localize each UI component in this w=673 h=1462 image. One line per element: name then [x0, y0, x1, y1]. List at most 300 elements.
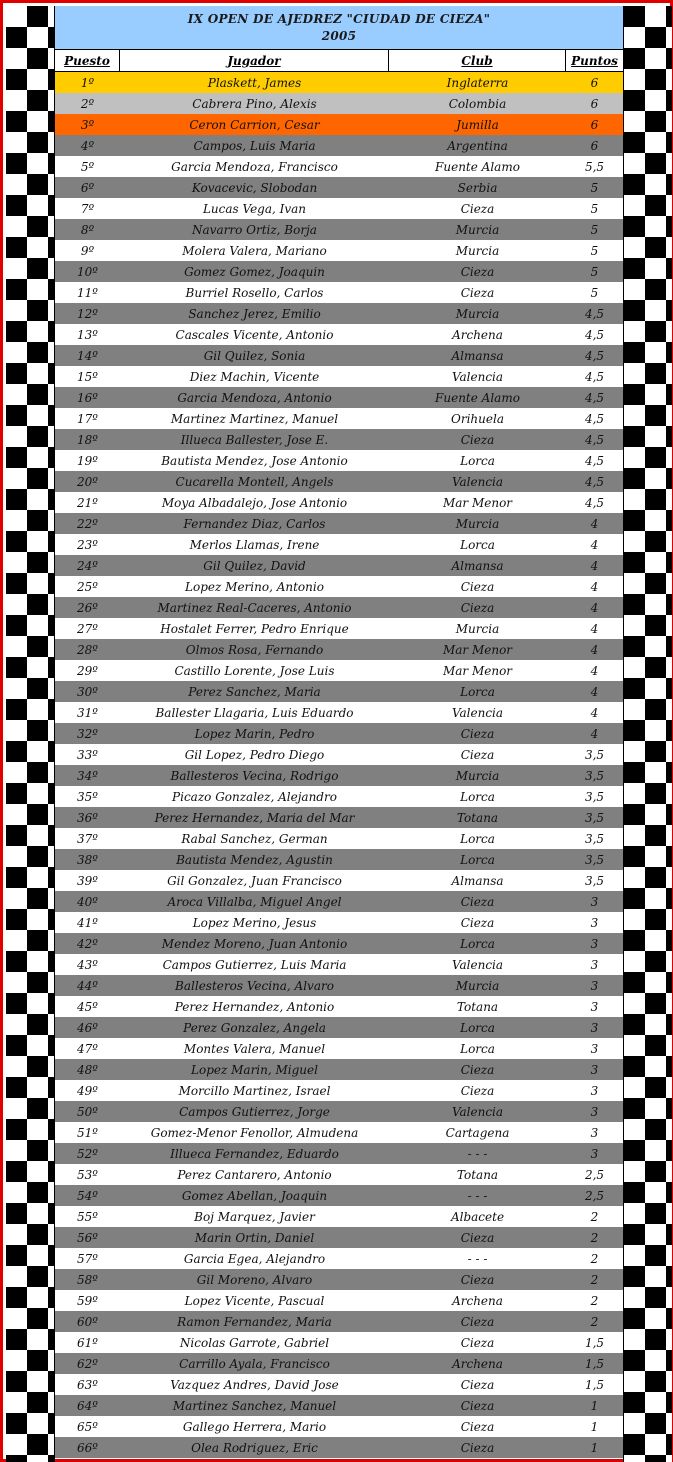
- cell-puntos: 2: [590, 1251, 599, 1266]
- table-row: [55, 786, 623, 807]
- cell-puntos: 2: [590, 1272, 599, 1287]
- cell-puesto: 6º: [80, 180, 95, 195]
- table-row: [55, 1437, 623, 1458]
- cell-puntos: 2: [590, 1293, 599, 1308]
- cell-club: Fuente Alamo: [435, 390, 520, 405]
- cell-club: Inglaterra: [446, 75, 509, 90]
- cell-puesto: 8º: [80, 222, 95, 237]
- cell-club: Cieza: [460, 600, 495, 615]
- cell-puesto: 20º: [77, 474, 98, 489]
- cell-puesto: 58º: [77, 1272, 98, 1287]
- cell-puntos: 3: [590, 1062, 599, 1077]
- table-row: [55, 1395, 623, 1416]
- cell-puntos: 3,5: [584, 831, 605, 846]
- cell-puntos: 4,5: [584, 306, 605, 321]
- cell-puntos: 4,5: [584, 495, 605, 510]
- table-row: [55, 471, 623, 492]
- cell-jugador: Gomez Gomez, Joaquin: [184, 264, 325, 279]
- cell-puesto: 46º: [77, 1020, 98, 1035]
- cell-puesto: 21º: [77, 495, 98, 510]
- cell-jugador: Campos, Luis Maria: [193, 138, 316, 153]
- cell-club: Lorca: [460, 1041, 495, 1056]
- cell-club: Cieza: [460, 579, 495, 594]
- cell-puesto: 13º: [77, 327, 98, 342]
- table-row: [55, 1269, 623, 1290]
- cell-puntos: 2,5: [584, 1188, 605, 1203]
- cell-club: Cieza: [460, 1062, 495, 1077]
- cell-puesto: 28º: [77, 642, 98, 657]
- cell-jugador: Campos Gutierrez, Luis Maria: [162, 957, 347, 972]
- cell-puesto: 7º: [80, 201, 95, 216]
- table-row: [55, 114, 623, 135]
- table-row: [55, 681, 623, 702]
- table-title: [55, 6, 623, 50]
- cell-puesto: 59º: [77, 1293, 98, 1308]
- cell-puntos: 3,5: [584, 768, 605, 783]
- cell-jugador: Martinez Martinez, Manuel: [170, 411, 339, 426]
- cell-puntos: 5: [590, 180, 599, 195]
- cell-club: Cieza: [460, 1440, 495, 1455]
- cell-jugador: Cascales Vicente, Antonio: [175, 327, 334, 342]
- table-row: [55, 1143, 623, 1164]
- cell-jugador: Burriel Rosello, Carlos: [185, 285, 324, 300]
- cell-jugador: Gomez-Menor Fenollor, Almudena: [150, 1125, 359, 1140]
- cell-puntos: 4: [590, 516, 599, 531]
- cell-puesto: 62º: [77, 1356, 98, 1371]
- cell-jugador: Ramon Fernandez, Maria: [177, 1314, 332, 1329]
- cell-jugador: Gil Moreno, Alvaro: [196, 1272, 313, 1287]
- cell-puntos: 3: [590, 1083, 599, 1098]
- title-line-1: IX OPEN DE AJEDREZ "CIUDAD DE CIEZA": [187, 11, 491, 26]
- cell-puesto: 1º: [80, 75, 95, 90]
- table-row: [55, 1206, 623, 1227]
- table-row: [55, 366, 623, 387]
- cell-puesto: 39º: [77, 873, 98, 888]
- cell-club: Cieza: [460, 1083, 495, 1098]
- table-row: [55, 1122, 623, 1143]
- cell-club: Valencia: [451, 957, 504, 972]
- cell-puesto: 10º: [77, 264, 98, 279]
- cell-puesto: 11º: [77, 285, 98, 300]
- cell-jugador: Moya Albadalejo, Jose Antonio: [161, 495, 348, 510]
- cell-jugador: Fernandez Diaz, Carlos: [183, 516, 326, 531]
- cell-club: Cieza: [460, 1335, 495, 1350]
- cell-club: Fuente Alamo: [435, 159, 520, 174]
- table-row: [55, 345, 623, 366]
- table-body: [55, 72, 623, 1458]
- cell-puesto: 60º: [77, 1314, 98, 1329]
- cell-club: Lorca: [460, 789, 495, 804]
- cell-jugador: Gil Quilez, Sonia: [203, 348, 306, 363]
- cell-puntos: 1: [590, 1398, 599, 1413]
- cell-puntos: 4: [590, 600, 599, 615]
- table-row: [55, 1059, 623, 1080]
- cell-club: Murcia: [455, 516, 500, 531]
- table-row: [55, 744, 623, 765]
- table-row: [55, 1164, 623, 1185]
- cell-jugador: Molera Valera, Mariano: [182, 243, 327, 258]
- cell-puesto: 31º: [77, 705, 98, 720]
- cell-club: Lorca: [460, 831, 495, 846]
- table-row: [55, 1101, 623, 1122]
- cell-jugador: Nicolas Garrote, Gabriel: [179, 1335, 330, 1350]
- cell-puesto: 64º: [77, 1398, 98, 1413]
- cell-puntos: 3,5: [584, 747, 605, 762]
- cell-jugador: Hostalet Ferrer, Pedro Enrique: [160, 621, 349, 636]
- table-row: [55, 1080, 623, 1101]
- cell-club: Valencia: [451, 474, 504, 489]
- table-row: [55, 870, 623, 891]
- cell-puntos: 3: [590, 1125, 599, 1140]
- cell-jugador: Garcia Egea, Alejandro: [183, 1251, 326, 1266]
- table-row: [55, 219, 623, 240]
- cell-jugador: Martinez Real-Caceres, Antonio: [157, 600, 352, 615]
- cell-club: Valencia: [451, 369, 504, 384]
- cell-puesto: 52º: [77, 1146, 98, 1161]
- cell-puesto: 54º: [77, 1188, 98, 1203]
- cell-club: Lorca: [460, 936, 495, 951]
- cell-puntos: 5: [590, 285, 599, 300]
- cell-puntos: 4: [590, 663, 599, 678]
- cell-jugador: Olea Rodriguez, Eric: [191, 1440, 318, 1455]
- cell-club: Murcia: [455, 978, 500, 993]
- cell-jugador: Mendez Moreno, Juan Antonio: [161, 936, 348, 951]
- cell-club: Murcia: [455, 222, 500, 237]
- cell-puntos: 3: [590, 978, 599, 993]
- cell-jugador: Illueca Ballester, Jose E.: [180, 432, 329, 447]
- cell-club: Serbia: [457, 180, 498, 195]
- table-row: [55, 639, 623, 660]
- cell-puesto: 27º: [77, 621, 98, 636]
- cell-puesto: 30º: [77, 684, 98, 699]
- table-row: [55, 1290, 623, 1311]
- cell-puesto: 24º: [77, 558, 98, 573]
- cell-jugador: Diez Machin, Vicente: [189, 369, 320, 384]
- cell-puesto: 37º: [77, 831, 98, 846]
- cell-club: Cieza: [460, 1419, 495, 1434]
- table-row: [55, 429, 623, 450]
- cell-puntos: 1,5: [584, 1335, 605, 1350]
- cell-puntos: 3: [590, 915, 599, 930]
- cell-puesto: 2º: [80, 96, 95, 111]
- cell-puesto: 56º: [77, 1230, 98, 1245]
- cell-club: Murcia: [455, 243, 500, 258]
- cell-club: Almansa: [451, 873, 504, 888]
- cell-jugador: Perez Cantarero, Antonio: [177, 1167, 332, 1182]
- cell-jugador: Gil Quilez, David: [203, 558, 306, 573]
- cell-puntos: 3,5: [584, 789, 605, 804]
- table-row: [55, 660, 623, 681]
- cell-puesto: 4º: [80, 138, 95, 153]
- cell-puesto: 14º: [77, 348, 98, 363]
- cell-puesto: 33º: [77, 747, 98, 762]
- cell-puesto: 18º: [77, 432, 98, 447]
- cell-jugador: Illueca Fernandez, Eduardo: [170, 1146, 339, 1161]
- table-row: [55, 807, 623, 828]
- cell-jugador: Bautista Mendez, Jose Antonio: [161, 453, 348, 468]
- cell-jugador: Ballester Llagaria, Luis Eduardo: [155, 705, 354, 720]
- table-row: [55, 450, 623, 471]
- cell-club: Orihuela: [451, 411, 504, 426]
- cell-puesto: 29º: [77, 663, 98, 678]
- cell-club: Totana: [456, 1167, 499, 1182]
- table-row: [55, 72, 623, 93]
- cell-jugador: Cabrera Pino, Alexis: [192, 96, 317, 111]
- cell-jugador: Cucarella Montell, Angels: [175, 474, 334, 489]
- cell-puntos: 1: [590, 1419, 599, 1434]
- cell-club: Cieza: [460, 726, 495, 741]
- cell-puesto: 57º: [77, 1251, 98, 1266]
- cell-puntos: 6: [590, 138, 599, 153]
- cell-puesto: 63º: [77, 1377, 98, 1392]
- cell-puntos: 5: [590, 201, 599, 216]
- cell-jugador: Ballesteros Vecina, Rodrigo: [170, 768, 339, 783]
- cell-puntos: 6: [590, 96, 599, 111]
- table-row: [55, 933, 623, 954]
- cell-puntos: 4: [590, 642, 599, 657]
- table-row: [55, 891, 623, 912]
- cell-jugador: Perez Gonzalez, Angela: [183, 1020, 326, 1035]
- cell-puntos: 4,5: [584, 453, 605, 468]
- cell-club: Valencia: [451, 705, 504, 720]
- cell-jugador: Carrillo Ayala, Francisco: [179, 1356, 330, 1371]
- cell-jugador: Martinez Sanchez, Manuel: [172, 1398, 337, 1413]
- table-row: [55, 912, 623, 933]
- table-row: [55, 387, 623, 408]
- table-row: [55, 1227, 623, 1248]
- cell-club: - - -: [467, 1251, 488, 1266]
- cell-jugador: Sanchez Jerez, Emilio: [188, 306, 321, 321]
- cell-jugador: Vazquez Andres, David Jose: [170, 1377, 339, 1392]
- cell-jugador: Gallego Herrera, Mario: [182, 1419, 327, 1434]
- table-row: [55, 975, 623, 996]
- cell-jugador: Gomez Abellan, Joaquin: [181, 1188, 328, 1203]
- table-row: [55, 597, 623, 618]
- cell-puntos: 5: [590, 243, 599, 258]
- cell-club: - - -: [467, 1146, 488, 1161]
- table-row: [55, 261, 623, 282]
- cell-puntos: 4,5: [584, 348, 605, 363]
- table-row: [55, 198, 623, 219]
- cell-puntos: 3: [590, 1020, 599, 1035]
- cell-puntos: 2: [590, 1314, 599, 1329]
- cell-jugador: Gil Gonzalez, Juan Francisco: [167, 873, 342, 888]
- right-checkerboard-border: [623, 6, 672, 1462]
- table-row: [55, 1038, 623, 1059]
- cell-puesto: 65º: [77, 1419, 98, 1434]
- cell-puntos: 3: [590, 1104, 599, 1119]
- cell-puesto: 41º: [77, 915, 98, 930]
- table-row: [55, 618, 623, 639]
- cell-puntos: 6: [590, 75, 599, 90]
- cell-puntos: 6: [590, 117, 599, 132]
- cell-jugador: Morcillo Martinez, Israel: [178, 1083, 331, 1098]
- cell-club: Archena: [452, 1293, 503, 1308]
- cell-club: Lorca: [460, 453, 495, 468]
- cell-jugador: Lucas Vega, Ivan: [202, 201, 307, 216]
- cell-jugador: Kovacevic, Slobodan: [191, 180, 318, 195]
- table-row: [55, 828, 623, 849]
- cell-club: Cieza: [460, 264, 495, 279]
- header-jugador: Jugador: [120, 50, 389, 71]
- cell-jugador: Garcia Mendoza, Francisco: [171, 159, 338, 174]
- cell-jugador: Ceron Carrion, Cesar: [189, 117, 320, 132]
- cell-jugador: Lopez Vicente, Pascual: [184, 1293, 325, 1308]
- cell-puesto: 51º: [77, 1125, 98, 1140]
- cell-puntos: 4: [590, 621, 599, 636]
- cell-club: Totana: [456, 999, 499, 1014]
- cell-jugador: Perez Hernandez, Antonio: [174, 999, 335, 1014]
- table-row: [55, 534, 623, 555]
- cell-puesto: 42º: [77, 936, 98, 951]
- left-checkerboard-border: [6, 6, 55, 1462]
- cell-club: Lorca: [460, 1020, 495, 1035]
- table-row: [55, 954, 623, 975]
- cell-puntos: 4: [590, 537, 599, 552]
- cell-club: Cieza: [460, 747, 495, 762]
- cell-puesto: 66º: [77, 1440, 98, 1455]
- cell-club: Valencia: [451, 1104, 504, 1119]
- table-row: [55, 996, 623, 1017]
- cell-puntos: 3,5: [584, 873, 605, 888]
- table-row: [55, 135, 623, 156]
- cell-puntos: 4,5: [584, 390, 605, 405]
- cell-puesto: 3º: [80, 117, 95, 132]
- cell-club: Cieza: [460, 1272, 495, 1287]
- cell-puntos: 4: [590, 558, 599, 573]
- cell-jugador: Perez Sanchez, Maria: [188, 684, 321, 699]
- cell-puesto: 9º: [80, 243, 95, 258]
- cell-jugador: Rabal Sanchez, German: [181, 831, 328, 846]
- cell-puntos: 2,5: [584, 1167, 605, 1182]
- table-row: [55, 1374, 623, 1395]
- table-row: [55, 1248, 623, 1269]
- cell-club: Albacete: [450, 1209, 505, 1224]
- table-row: [55, 576, 623, 597]
- cell-club: Cieza: [460, 201, 495, 216]
- cell-club: Cieza: [460, 432, 495, 447]
- cell-club: Almansa: [451, 348, 504, 363]
- cell-puesto: 5º: [80, 159, 95, 174]
- table-row: [55, 282, 623, 303]
- cell-puesto: 15º: [77, 369, 98, 384]
- table-row: [55, 240, 623, 261]
- cell-club: Cieza: [460, 1377, 495, 1392]
- cell-puesto: 40º: [77, 894, 98, 909]
- cell-puesto: 45º: [77, 999, 98, 1014]
- cell-puesto: 16º: [77, 390, 98, 405]
- cell-club: Mar Menor: [442, 495, 513, 510]
- cell-puntos: 5,5: [584, 159, 605, 174]
- cell-puesto: 43º: [77, 957, 98, 972]
- header-club: Club: [389, 50, 566, 71]
- header-puntos: Puntos: [571, 53, 618, 68]
- cell-jugador: Merlos Llamas, Irene: [189, 537, 320, 552]
- cell-jugador: Castillo Lorente, Jose Luis: [174, 663, 335, 678]
- table-row: [55, 765, 623, 786]
- cell-jugador: Gil Lopez, Pedro Diego: [184, 747, 325, 762]
- cell-club: Mar Menor: [442, 642, 513, 657]
- table-row: [55, 849, 623, 870]
- cell-puesto: 34º: [77, 768, 98, 783]
- cell-puesto: 50º: [77, 1104, 98, 1119]
- cell-puntos: 1,5: [584, 1377, 605, 1392]
- cell-jugador: Bautista Mendez, Agustin: [176, 852, 333, 867]
- cell-club: Cieza: [460, 1230, 495, 1245]
- cell-puesto: 49º: [77, 1083, 98, 1098]
- cell-club: Lorca: [460, 852, 495, 867]
- cell-club: Colombia: [448, 96, 507, 111]
- table-row: [55, 1311, 623, 1332]
- table-row: [55, 156, 623, 177]
- cell-puntos: 3,5: [584, 810, 605, 825]
- cell-club: Cieza: [460, 1314, 495, 1329]
- cell-puesto: 55º: [77, 1209, 98, 1224]
- cell-puntos: 4: [590, 705, 599, 720]
- cell-jugador: Aroca Villalba, Miguel Angel: [167, 894, 342, 909]
- cell-puntos: 2: [590, 1230, 599, 1245]
- table-row: [55, 492, 623, 513]
- cell-puesto: 12º: [77, 306, 98, 321]
- cell-puesto: 23º: [77, 537, 98, 552]
- table-header: [55, 50, 623, 72]
- table-row: [55, 324, 623, 345]
- cell-puesto: 32º: [77, 726, 98, 741]
- cell-jugador: Perez Hernandez, Maria del Mar: [154, 810, 355, 825]
- cell-club: Murcia: [455, 768, 500, 783]
- cell-puesto: 44º: [77, 978, 98, 993]
- cell-jugador: Plaskett, James: [207, 75, 302, 90]
- table-row: [55, 723, 623, 744]
- cell-puntos: 3: [590, 1041, 599, 1056]
- cell-club: Murcia: [455, 621, 500, 636]
- cell-puntos: 1,5: [584, 1356, 605, 1371]
- table-row: [55, 1353, 623, 1374]
- cell-club: Almansa: [451, 558, 504, 573]
- cell-puesto: 36º: [77, 810, 98, 825]
- cell-puntos: 4: [590, 579, 599, 594]
- cell-puntos: 5: [590, 222, 599, 237]
- cell-club: Mar Menor: [442, 663, 513, 678]
- table-row: [55, 408, 623, 429]
- cell-puesto: 38º: [77, 852, 98, 867]
- cell-club: Argentina: [447, 138, 508, 153]
- cell-puntos: 3,5: [584, 852, 605, 867]
- cell-puntos: 3: [590, 999, 599, 1014]
- cell-club: Murcia: [455, 306, 500, 321]
- table-row: [55, 1017, 623, 1038]
- table-row: [55, 1185, 623, 1206]
- cell-puesto: 53º: [77, 1167, 98, 1182]
- cell-club: Lorca: [460, 684, 495, 699]
- cell-jugador: Picazo Gonzalez, Alejandro: [172, 789, 337, 804]
- cell-puesto: 47º: [77, 1041, 98, 1056]
- cell-puntos: 3: [590, 894, 599, 909]
- table-row: [55, 1332, 623, 1353]
- cell-puntos: 4,5: [584, 474, 605, 489]
- cell-jugador: Olmos Rosa, Fernando: [185, 642, 324, 657]
- cell-puesto: 17º: [77, 411, 98, 426]
- cell-puntos: 4: [590, 726, 599, 741]
- table-row: [55, 177, 623, 198]
- cell-jugador: Navarro Ortiz, Borja: [192, 222, 317, 237]
- cell-puntos: 4,5: [584, 411, 605, 426]
- cell-puesto: 61º: [77, 1335, 98, 1350]
- cell-puntos: 3: [590, 957, 599, 972]
- cell-club: Cieza: [460, 894, 495, 909]
- cell-puntos: 4,5: [584, 432, 605, 447]
- cell-puesto: 19º: [77, 453, 98, 468]
